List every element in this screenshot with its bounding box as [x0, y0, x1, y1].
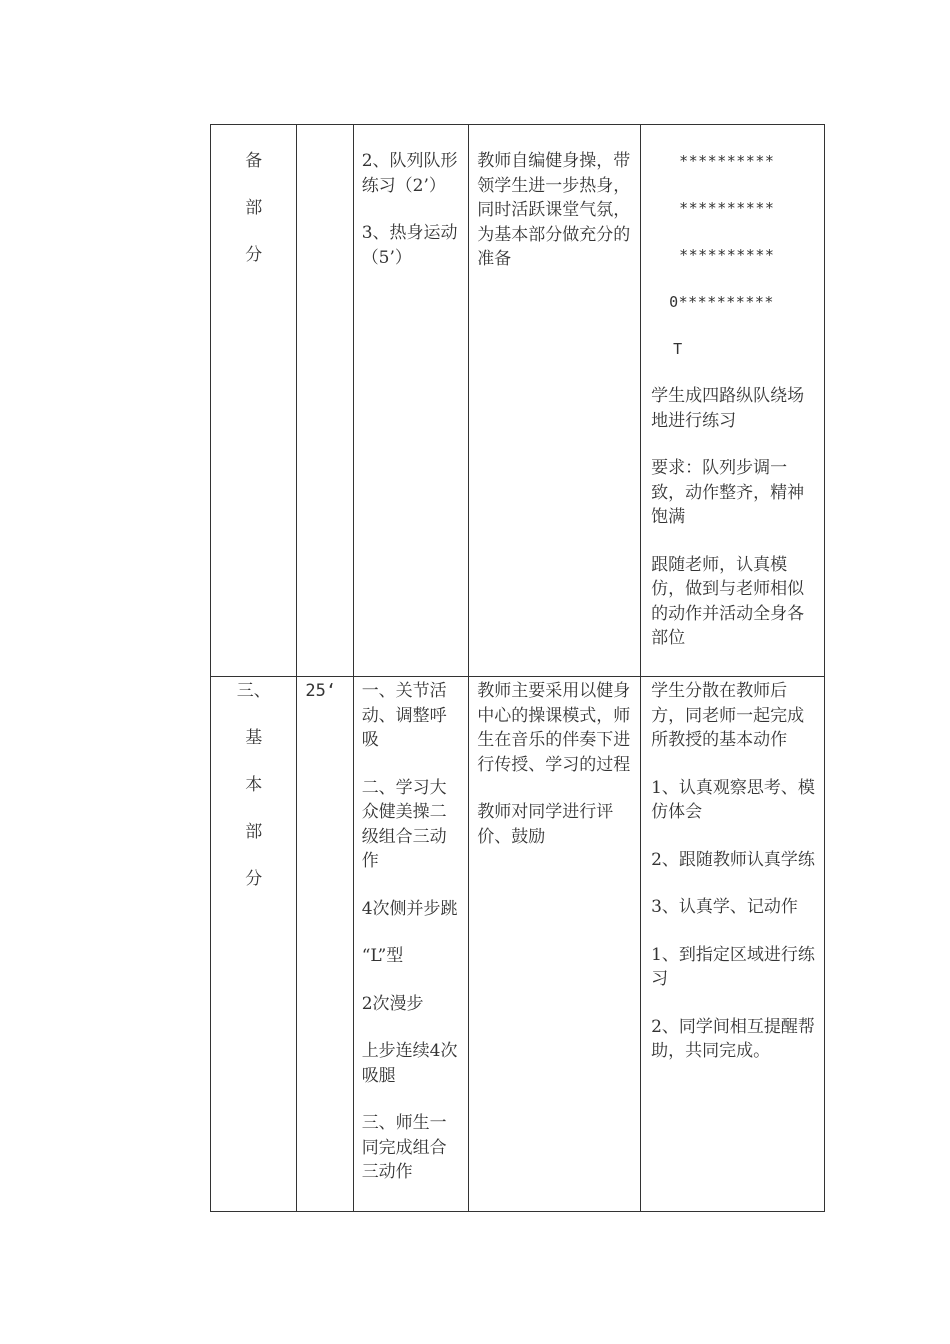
section-char: 基	[245, 728, 263, 748]
student-activity-cell	[641, 677, 825, 1212]
teacher-marker: T	[673, 340, 683, 358]
formation-row: 0**********	[669, 293, 774, 311]
section-char: 本	[245, 775, 263, 795]
formation-row: **********	[679, 152, 775, 170]
student-activity-item: 1、认真观察思考、模仿体会	[651, 777, 815, 822]
student-activity-item: 学生分散在教师后方，同老师一起完成所教授的基本动作	[651, 681, 805, 750]
section-char: 分	[245, 245, 263, 265]
table-row	[211, 125, 825, 677]
section-label-cell	[211, 125, 297, 677]
time-cell: 25‘	[297, 677, 353, 1212]
content-item: 三、师生一同完成组合三动作	[361, 1113, 447, 1182]
content-item: 3、热身运动（5’）	[361, 223, 458, 268]
teacher-activity-item: 教师主要采用以健身中心的操课模式，师生在音乐的伴奏下进行传授、学习的过程	[477, 681, 631, 775]
formation-row: **********	[679, 199, 775, 217]
content-item: 二、学习大众健美操二级组合三动作	[361, 777, 447, 871]
time-cell	[297, 125, 353, 677]
section-label-cell	[211, 677, 297, 1212]
content-item: 2、队列队形练习（2’）	[361, 151, 458, 196]
section-char: 部	[245, 822, 263, 842]
student-activity-item: 跟随老师，认真模仿，做到与老师相似的动作并活动全身各部位	[651, 554, 805, 648]
section-char: 部	[245, 198, 263, 218]
content-item: 一、关节活动、调整呼吸	[361, 681, 447, 750]
teacher-activity-item: 教师自编健身操，带领学生进一步热身，同时活跃课堂气氛，为基本部分做充分的准备	[477, 151, 631, 269]
table-row	[211, 677, 825, 1212]
student-activity-item: 1、到指定区域进行练习	[651, 944, 815, 989]
teacher-activity-cell	[469, 125, 641, 677]
section-char: 三、	[236, 681, 271, 701]
teacher-activity-item: 教师对同学进行评价、鼓励	[477, 802, 614, 847]
content-cell	[353, 125, 469, 677]
section-char: 备	[245, 151, 263, 171]
student-activity-cell	[641, 125, 825, 677]
content-item: 4次侧并步跳	[361, 898, 458, 919]
student-activity-item: 2、跟随教师认真学练	[651, 849, 815, 870]
content-item: 2次漫步	[361, 993, 424, 1014]
content-cell	[353, 677, 469, 1212]
teacher-activity-cell	[469, 677, 641, 1212]
student-activity-item: 2、同学间相互提醒帮助，共同完成。	[651, 1016, 815, 1061]
formation-diagram	[651, 149, 816, 384]
lesson-plan-table	[210, 124, 825, 1212]
section-char: 分	[245, 869, 263, 889]
student-activity-item: 学生成四路纵队绕场地进行练习	[651, 386, 805, 431]
formation-row: **********	[679, 246, 775, 264]
student-activity-item: 要求：队列步调一致，动作整齐，精神饱满	[651, 458, 805, 527]
content-item: “L”型	[361, 946, 404, 966]
content-item: 上步连续4次吸腿	[361, 1041, 458, 1086]
student-activity-item: 3、认真学、记动作	[651, 897, 798, 917]
